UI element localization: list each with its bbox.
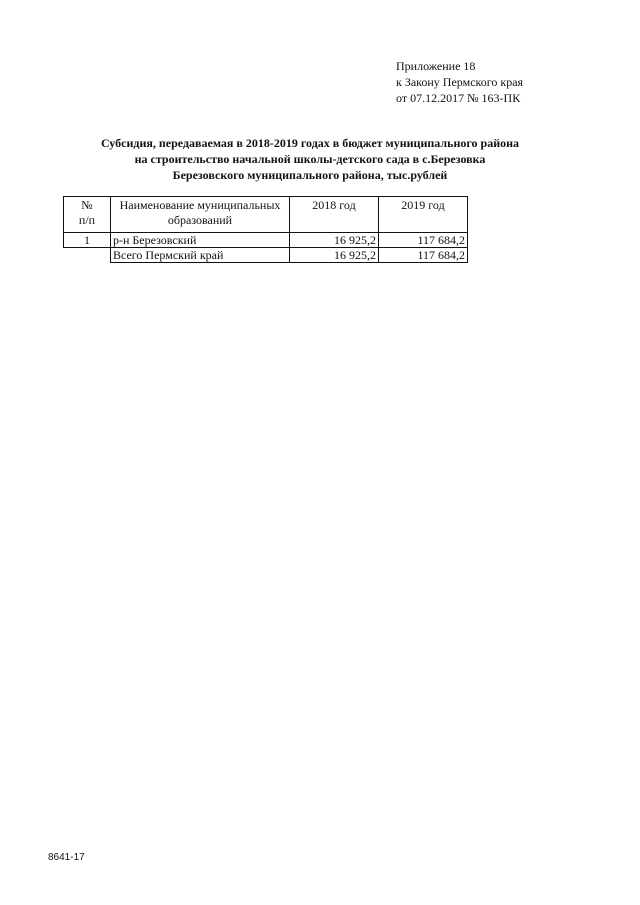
- table-row: [64, 233, 468, 248]
- title-line-3: Березовского муниципального района, тыс.рублей: [172, 168, 448, 182]
- document-code: 8641-17: [48, 852, 85, 863]
- header-number-line-2: п/п: [78, 213, 96, 227]
- title-line-2: на строительство начальной школы-детского сада в с.Березовка: [134, 152, 486, 166]
- total-row: [64, 248, 468, 263]
- header-name-line-1: Наименование муниципальных: [119, 198, 281, 212]
- appendix-law-reference: к Закону Пермского края: [396, 75, 524, 89]
- row-name: р-н Березовский: [111, 233, 290, 248]
- row-number: 1: [64, 233, 111, 248]
- document-title: [40, 135, 580, 183]
- header-2019: 2019 год: [379, 197, 468, 233]
- subsidy-table: [63, 196, 468, 263]
- total-name: Всего Пермский край: [111, 248, 290, 263]
- header-number: [64, 197, 111, 233]
- total-value-2018: 16 925,2: [290, 248, 379, 263]
- title-line-1: Субсидия, передаваемая в 2018-2019 годах в бюджет муниципального района: [100, 136, 520, 150]
- total-value-2019: 117 684,2: [379, 248, 468, 263]
- header-2018: 2018 год: [290, 197, 379, 233]
- row-value-2019: 117 684,2: [379, 233, 468, 248]
- total-number: [64, 248, 111, 263]
- appendix-law-date: от 07.12.2017 № 163-ПК: [396, 91, 521, 105]
- table-header-row: [64, 197, 468, 233]
- appendix-number: Приложение 18: [396, 59, 476, 73]
- header-number-line-1: №: [81, 198, 93, 212]
- header-name-line-2: образований: [167, 213, 233, 227]
- appendix-header: [396, 58, 523, 106]
- header-name: [111, 197, 290, 233]
- row-value-2018: 16 925,2: [290, 233, 379, 248]
